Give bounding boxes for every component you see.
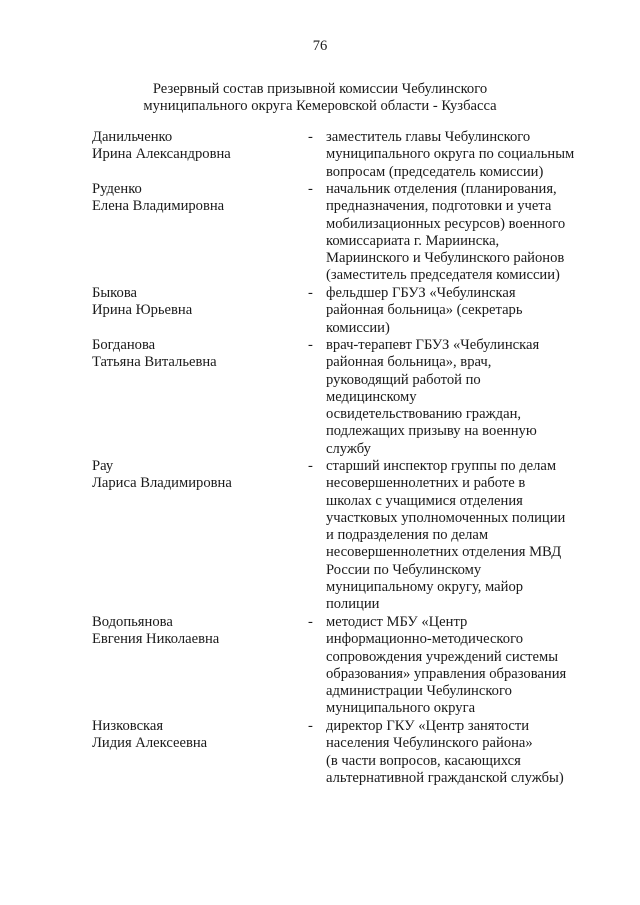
role-line: муниципального округа [326, 700, 476, 717]
role-line: сопровождения учреждений системы [326, 648, 559, 665]
role-line: руководящий работой по [326, 371, 481, 388]
role-line: муниципального округа по социальным [326, 146, 575, 163]
dash-separator: - [308, 614, 313, 630]
member-surname: Данильченко [92, 129, 173, 145]
member-role [326, 129, 606, 181]
member-given-name: Татьяна Витальевна [92, 354, 217, 371]
dash-separator: - [308, 458, 313, 474]
title-line: Резервный состав призывной комиссии Чебулинского [152, 81, 488, 97]
role-line: информационно-методического [326, 631, 523, 648]
dash-separator: - [308, 337, 313, 353]
role-line: школах с учащимися отделения [326, 492, 523, 509]
role-line: образования» управления образования [326, 665, 567, 682]
role-line: несовершеннолетних отделения МВД [326, 544, 562, 561]
role-line: комиссариата г. Мариинска, [326, 232, 500, 249]
role-line: службу [326, 440, 371, 457]
member-name [92, 181, 302, 216]
role-line: альтернативной гражданской службы) [326, 769, 564, 786]
member-given-name: Елена Владимировна [92, 198, 225, 215]
title-line: муниципального округа Кемеровской области - Кузбасса [143, 98, 497, 115]
role-line: районная больница», врач, [326, 354, 492, 371]
role-line: фельдшер ГБУЗ «Чебулинская [326, 285, 516, 301]
role-line: (в части вопросов, касающихся [326, 752, 521, 769]
role-line: начальник отделения (планирования, [326, 181, 557, 197]
member-given-name: Лидия Алексеевна [92, 735, 208, 752]
dash-separator: - [308, 718, 313, 734]
role-line: старший инспектор группы по делам [326, 458, 557, 474]
member-name [92, 337, 302, 372]
member-name [92, 285, 302, 320]
role-line: подлежащих призыву на военную [326, 423, 537, 440]
role-line: России по Чебулинскому [326, 561, 482, 578]
page-number: 76 [312, 38, 328, 54]
role-line: муниципальному округу, майор [326, 579, 524, 596]
member-surname: Богданова [92, 337, 156, 353]
role-line: освидетельствованию граждан, [326, 406, 522, 423]
role-line: медицинскому [326, 388, 417, 405]
role-line: предназначения, подготовки и учета [326, 198, 552, 215]
dash-separator: - [308, 129, 313, 145]
role-line: заместитель главы Чебулинского [326, 129, 531, 145]
member-name [92, 718, 302, 753]
member-name [92, 614, 302, 649]
member-surname: Водопьянова [92, 614, 173, 630]
member-name [92, 129, 302, 164]
member-given-name: Ирина Юрьевна [92, 302, 193, 319]
member-role [326, 614, 606, 718]
member-role [326, 181, 606, 285]
role-line: вопросам (председатель комиссии) [326, 163, 544, 180]
role-line: районная больница» (секретарь [326, 302, 523, 319]
member-role [326, 337, 606, 458]
member-role [326, 458, 606, 614]
role-line: участковых уполномоченных полиции [326, 509, 566, 526]
member-surname: Быкова [92, 285, 138, 301]
document-title [0, 81, 640, 116]
member-role [326, 285, 606, 337]
role-line: администрации Чебулинского [326, 683, 512, 700]
member-role [326, 718, 606, 787]
role-line: (заместитель председателя комиссии) [326, 267, 560, 284]
member-given-name: Евгения Николаевна [92, 631, 220, 648]
dash-separator: - [308, 285, 313, 301]
role-line: директор ГКУ «Центр занятости [326, 718, 530, 734]
role-line: несовершеннолетних и работе в [326, 475, 526, 492]
member-given-name: Лариса Владимировна [92, 475, 232, 492]
role-line: мобилизационных ресурсов) военного [326, 215, 566, 232]
role-line: Мариинского и Чебулинского районов [326, 250, 565, 267]
role-line: полиции [326, 596, 380, 613]
role-line: врач-терапевт ГБУЗ «Чебулинская [326, 337, 540, 353]
member-name [92, 458, 302, 493]
role-line: и подразделения по делам [326, 527, 489, 544]
role-line: населения Чебулинского района» [326, 735, 533, 752]
role-line: методист МБУ «Центр [326, 614, 468, 630]
member-surname: Рау [92, 458, 114, 474]
dash-separator: - [308, 181, 313, 197]
member-given-name: Ирина Александровна [92, 146, 231, 163]
member-surname: Руденко [92, 181, 142, 197]
member-surname: Низковская [92, 718, 164, 734]
role-line: комиссии) [326, 319, 390, 336]
